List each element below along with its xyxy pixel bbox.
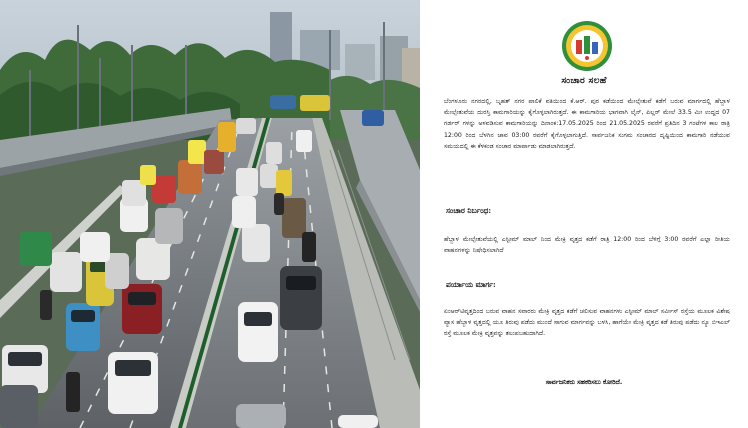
notice-title: ಸಂಚಾರ ಸಲಹೆ: [561, 76, 607, 86]
alternate-route-text: ಏಂಆರ್‌ಟಿವೃತ್ತದಿಂದ ಬರುವ ವಾಹನ ಸವಾರರು ಮೇಕ್ರಿ ವೃತ್ತದ ಕಡೆಗೆ ಚಲಿಸುವ ವಾಹನಗಳು ಎಸ್ಟೀಮ್ ಮಾಲ್ ಸರ್ವೀಸ್ ರಸ್ತೆಯ ಮೂಲಕ ವಿಶೇಷ ವ್ಯಾಸ ಹೆಬ್ಬಾಳ ವೃತ್ತದಲ್ಲಿ ಯೂ ತಿರುವು ಪಡೆದು ಮುಂದೆ ಸಾಗುವ ಮಾರ್ಗವನ್ನು ಬಳಸಿ, ಹಾಗೆಯೇ ಮೇಕ್ರಿ ವೃತ್ತದ ಕಡೆ ತಿರುವು ಪಡೆದು ನ್ಯೂ ಬಿಇಎಲ್ ರಸ್ತೆ ಮೂಲಕ ಮೇಕ್ರಿ ವೃತ್ತವನ್ನು ತಲುಪಬಹುದಾಗಿದೆ.: [444, 308, 730, 338]
notice-intro-paragraph: ಬೆಂಗಳೂರು ನಗರದಲ್ಲಿ, ಬೃಹತ್ ನಗರ ಪಾಲಿಕೆ ವತಿಯಿಂದ ಕೆ.ಆರ್. ಪುರ ಕಡೆಯಿಂದ ಮೇಲ್ಸೇತುವೆ ಕಡೆಗೆ ಬರುವ ಮಾರ್ಗದಲ್ಲಿ ಹೆಬ್ಬಾಳ ಮೇಲ್ಸೇತುವೆಯ ದುರಸ್ತಿ ಕಾಮಗಾರಿಯನ್ನು ಕೈಗೊಳ್ಳಲಾಗಿರುತ್ತದೆ. ಈ ಕಾಮಗಾರಿಯ ಭಾಗವಾಗಿ ಲೈನ್, ಪಿಲ್ಲರ್ ಮೇಲೆ 33.5 ಮೀ ಉದ್ದದ 07 ಗರ್ಡರ್ ಗಳನ್ನು ಅಳವಡಿಸುವ ಕಾಮಗಾರಿಯನ್ನು ದಿನಾಂಕ:17.05.2025 ರಿಂದ 21.05.2025 ರವರೆಗೆ ಪ್ರತಿದಿನ 3 ಗಂಟೆಗಳ ಕಾಲ ರಾತ್ರಿ 12:00 ರಿಂದ ಬೆಳಗಿನ ಜಾವ 03:00 ರವರೆಗೆ ಕೈಗೊಳ್ಳಲಾಗುತ್ತಿದೆ. ಸಾರ್ವಜನಿಕ ಸುಗಮ ಸಂಚಾರದ ದೃಷ್ಟಿಯಿಂದ ಕಾಮಗಾರಿ ನಡೆಯುವ ಸಮಯದಲ್ಲಿ ಈ ಕೆಳಕಂಡ ಸಂಚಾರ ಮಾರ್ಪಾಡು ಮಾಡಲಾಗಿರುತ್ತದೆ.: [444, 98, 730, 150]
traffic-restriction-heading: ಸಂಚಾರ ನಿರ್ಬಂಧ:: [446, 206, 492, 215]
traffic-police-emblem-icon: [561, 20, 613, 72]
alternate-route-heading: ಪರ್ಯಾಯ ಮಾರ್ಗ:: [446, 280, 496, 289]
public-cooperation-signoff: ಸಾರ್ವಜನಿಕರು ಸಹಕರಿಸಲು ಕೋರಿದೆ.: [545, 378, 623, 386]
traffic-advisory-notice: [420, 0, 748, 428]
traffic-restriction-text: ಹೆಬ್ಬಾಳ ಮೇಲ್ಸೇತುವೆಯಲ್ಲಿ ಎಸ್ಟೀಮ್ ಮಾಲ್ ನಿಂದ ಮೇಕ್ರಿ ವೃತ್ತದ ಕಡೆಗೆ ರಾತ್ರಿ 12:00 ರಿಂದ ಬೆಳಿಗ್ಗೆ 3:00 ರವರೆಗೆ ಎಲ್ಲಾ ರೀತಿಯ ವಾಹನಗಳನ್ನು ನಿಷೇಧಿಸಲಾಗಿದೆ: [444, 236, 730, 255]
